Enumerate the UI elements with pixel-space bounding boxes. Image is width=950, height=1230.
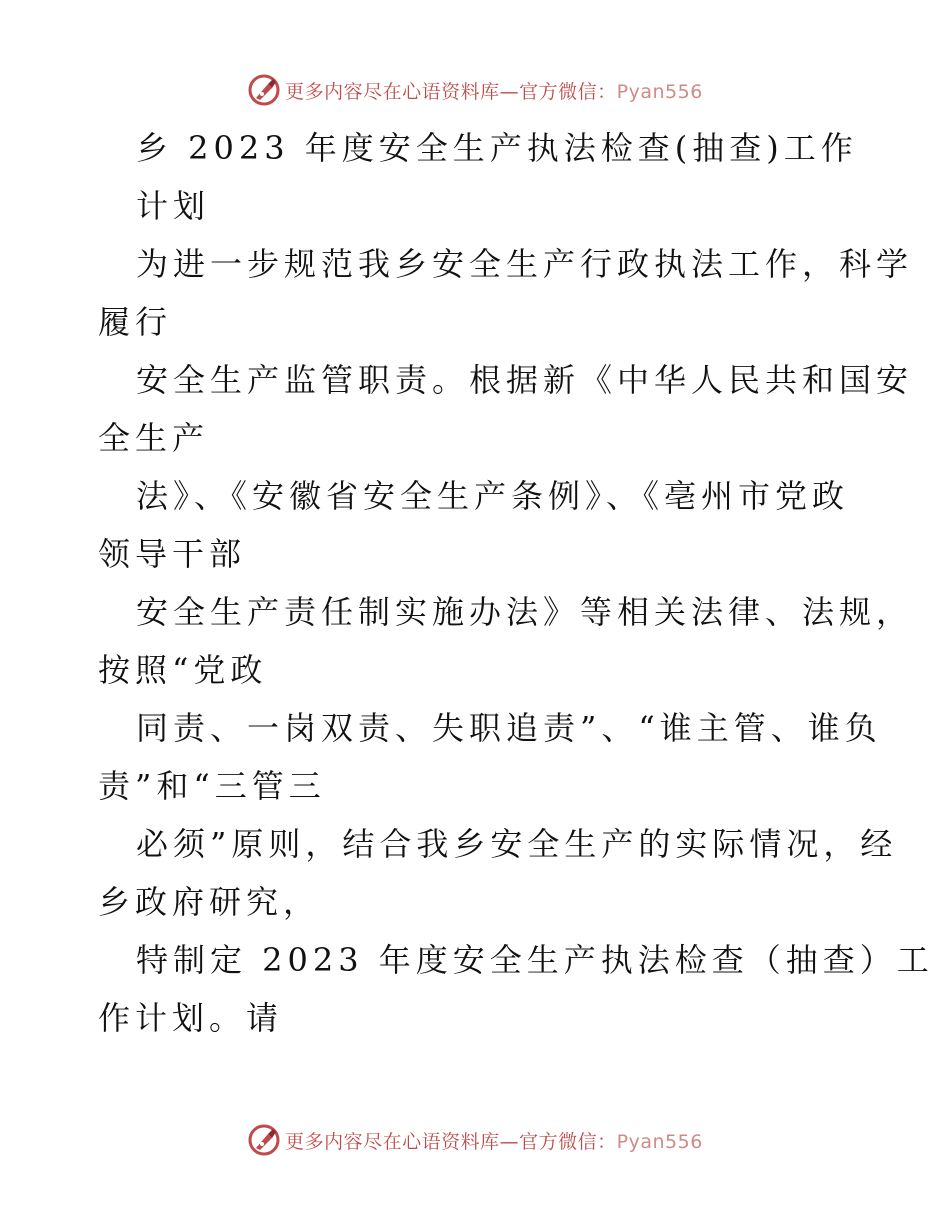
doc-line: 安全生产责任制实施办法》等相关法律、法规，	[136, 593, 914, 631]
footer-banner-main: 更多内容尽在心语资料库—官方微信：	[285, 1130, 617, 1153]
doc-line-title-cont: 计划	[136, 187, 211, 225]
doc-line: 乡政府研究，	[98, 883, 321, 921]
footer-banner-wechat-id: Pyan556	[616, 1130, 703, 1153]
header-banner-main: 更多内容尽在心语资料库—官方微信：	[285, 80, 617, 103]
doc-line: 法》、《安徽省安全生产条例》、《亳州市党政	[136, 477, 850, 515]
doc-line: 特制定 2023 年度安全生产执法检查（抽查）工	[136, 941, 934, 979]
pen-nib-logo-icon	[247, 1123, 281, 1157]
doc-line: 为进一步规范我乡安全生产行政执法工作，科学	[136, 245, 914, 283]
doc-line: 必须”原则，结合我乡安全生产的实际情况，经	[136, 825, 898, 863]
doc-line: 责”和“三管三	[98, 767, 326, 805]
footer-banner-text	[285, 1127, 703, 1154]
doc-line: 同责、一岗双责、失职追责”、“谁主管、谁负	[136, 709, 882, 747]
pen-nib-logo-icon	[247, 73, 281, 107]
doc-line-title: 乡 2023 年度安全生产执法检查(抽查)工作	[136, 129, 858, 167]
header-banner-wechat-id: Pyan556	[616, 80, 703, 103]
doc-line: 作计划。请	[98, 999, 284, 1037]
doc-line: 领导干部	[98, 535, 247, 573]
doc-line: 全生产	[98, 419, 210, 457]
header-banner-text	[285, 77, 703, 104]
doc-line: 安全生产监管职责。根据新《中华人民共和国安	[136, 361, 914, 399]
footer-watermark-banner	[0, 1120, 950, 1160]
doc-line: 履行	[98, 303, 173, 341]
doc-line: 按照“党政	[98, 651, 268, 689]
header-watermark-banner	[0, 70, 950, 110]
